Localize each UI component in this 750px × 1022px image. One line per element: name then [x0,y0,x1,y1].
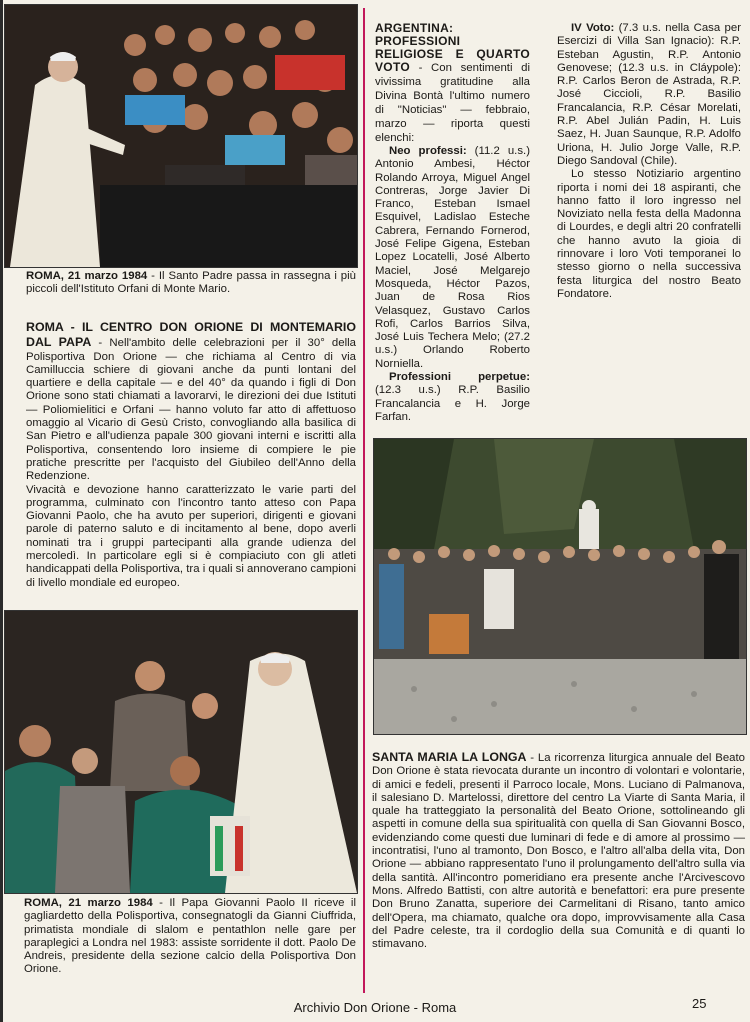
argentina-heading-title: PROFESSIONI RELIGIOSE E QUARTO VOTO [375,34,530,74]
article-montemario [26,320,356,590]
page-edge [0,0,3,1022]
article-montemario-p2: Vivacità e devozione hanno caratterizzato le varie parti del programma, culminato con l'incontro tanto atteso con Papa Giovanni Paolo, che ha avuto per superiori, dirigenti e giovani parole di paterno saluto e di incitamento al bene, dopo averli nominati tra i gruppi partecipanti alla grande udienza del mercoledì. In particolare egli si è compiaciuto con gli atleti handicappati della Polisportiva, tra i quali si annoverano campioni di livello mondiale ed europeo. [26,483,356,589]
photo-pope-greeting-orphans [4,4,358,268]
caption-athletes-date: ROMA, 21 marzo 1984 [24,897,153,909]
santa-maria-heading: SANTA MARIA LA LONGA [372,750,527,764]
argentina-neo-text: (11.2 u.s.) Antonio Ambesi, Héctor Rolando Arroya, Miguel Angel Contreras, Jorge Javier Di Franco, Esteban Ismael Esquivel, Ladislao Esteche Cabrera, Fernando Fornerod, José Felipe Gigena, Esteban Lopez Locatelli, José Alberto Maciel, José Melgarejo Mosqueda, Héctor Pazos, Juan de Rosa Rios Velasquez, Gustavo Carlos Rofi, Carlos Barrios Silva, José Luis Techera Melo; (27.2 u.s.) Orlando Roberto Norniella. [375,145,530,370]
article-argentina-continued [557,22,741,301]
caption-athletes [24,897,356,977]
caption-orphans [26,270,356,297]
caption-orphans-date: ROMA, 21 marzo 1984 [26,270,148,282]
argentina-iv-text: (7.3 u.s. nella Casa per Esercizi di Villa San Ignacio): R.P. Esteban Agustin, R.P. Antonio Genovese; (12.3 u.s. in Cláypole): R.P. Carlos Beron de Astrada, R.P. José Ciccioli, R.P. Basilio Francalancia, R.P. César Morelati, R.P. Abel Julián Padin, H. Luis Saez, H. Juan Saunque, R.P. Adolfo Uriona, H. Julio Jorge Valle, R.P. Diego Sandoval (Chile). [557,22,741,167]
caption-orphans-text: - Il Santo Padre passa in rassegna i più piccoli dell'Istituto Orfani di Monte Mario. [26,270,356,296]
argentina-perp-label: Professioni perpetue: [389,371,530,384]
argentina-closing: Lo stesso Notiziario argentino riporta i nomi dei 18 aspiranti, che hanno fatto il loro ingresso nel Noviziato nella festa della Madonna di Lourdes, e degli altri 20 confratelli che hanno avuto la gioia di rinnovare i loro Voti temporanei lo stesso giorno o nella successiva festa liturgica del nostro Beato Fondatore. [557,168,741,300]
santa-maria-text: - La ricorrenza liturgica annuale del Beato Don Orione è stata rievocata durante un incontro di volontari e volontarie, di amici e fedeli, presenti il Parroco locale, Mons. Luciano di Palmanova, il salesiano D. Martelossi, direttore del centro La Viarte di Santa Maria, il quale ha tratteggiato la personalità del Beato Orione, sottolineando gli aspetti in comune della sua spiritualità con quella di San Giovanni Bosco, evidenziando come questi due luminari di fede e di amore al prossimo — incontratisi, l'uno al tramonto, Don Bosco, e l'altro all'alba della vita, Don Orione — abbiano rappresentato l'uno il prolungamento dell'altro sulla via della santità. All'incontro pomeridiano era presente anche l'Arcivescovo Mons. Alfredo Battisti, con altre autorità e benefattori: era pure presente Don Bruno Zanatta, superiore dei Carmelitani di Risano, tanto amico dell'Opera, ma chiamato, qualche ora dopo, improvvisamente alla Casa del Padre celeste, tra il cordoglio della sua Comunità e di quanti lo stimavano. [372,752,745,951]
article-santa-maria [372,750,745,951]
argentina-iv-label: IV Voto: [571,22,615,34]
page-number: 25 [692,996,707,1011]
caption-athletes-text: - Il Papa Giovanni Paolo II riceve il gagliardetto della Polisportiva, consegnatogli da Gianni Ciuffrida, primatista mondiale di slalom e pentathlon nelle gare per paraplegici a Londra nel 1983: assiste sorridente il dott. Paolo De Andreis, presidente della sezione calcio della Polisportiva Don Orione. [24,897,356,976]
argentina-neo-label: Neo professi: [389,145,467,157]
argentina-intro: - Con sentimenti di vivissima gratitudine alla Divina Bontà l'ultimo numero di "Noticias" — febbraio, marzo — riporta questi elenchi: [375,62,530,144]
photo-group-santa-maria [373,438,747,735]
argentina-heading-country: ARGENTINA: [375,21,454,35]
article-montemario-title: ROMA - IL CENTRO DON ORIONE DI MONTEMARIO DAL PAPA [26,320,356,350]
argentina-heading [375,22,530,145]
photo-pope-with-athletes [4,610,358,894]
archive-credit: Archivio Don Orione - Roma [293,1000,457,1015]
column-divider [363,8,365,993]
argentina-perp-text: (12.3 u.s.) R.P. Basilio Francalancia e H. Jorge Farfan. [375,384,530,423]
article-argentina [375,22,530,424]
article-montemario-p1: - Nell'ambito delle celebrazioni per il 30° della Polisportiva Don Orione — che richiama al Centro di via Camilluccia schiere di giovani anche da punti lontani del quartiere e della capitale — e del 40° da quando i figli di Don Orione sono stati chiamati a lavorarvi, le direzioni dei due Istituti — Poliomielitici e Orfani — hanno voluto far atto di affettuoso omaggio al Vicario di Gesù Cristo, convogliando alla basilica di San Pietro e all'udienza papale 300 giovani interni e iscritti alla Polisportiva, consentendo loro insieme di compiere le pie pratiche prescritte per l'acquisto del Giubileo dell'Anno della Redenzione. [26,337,356,483]
